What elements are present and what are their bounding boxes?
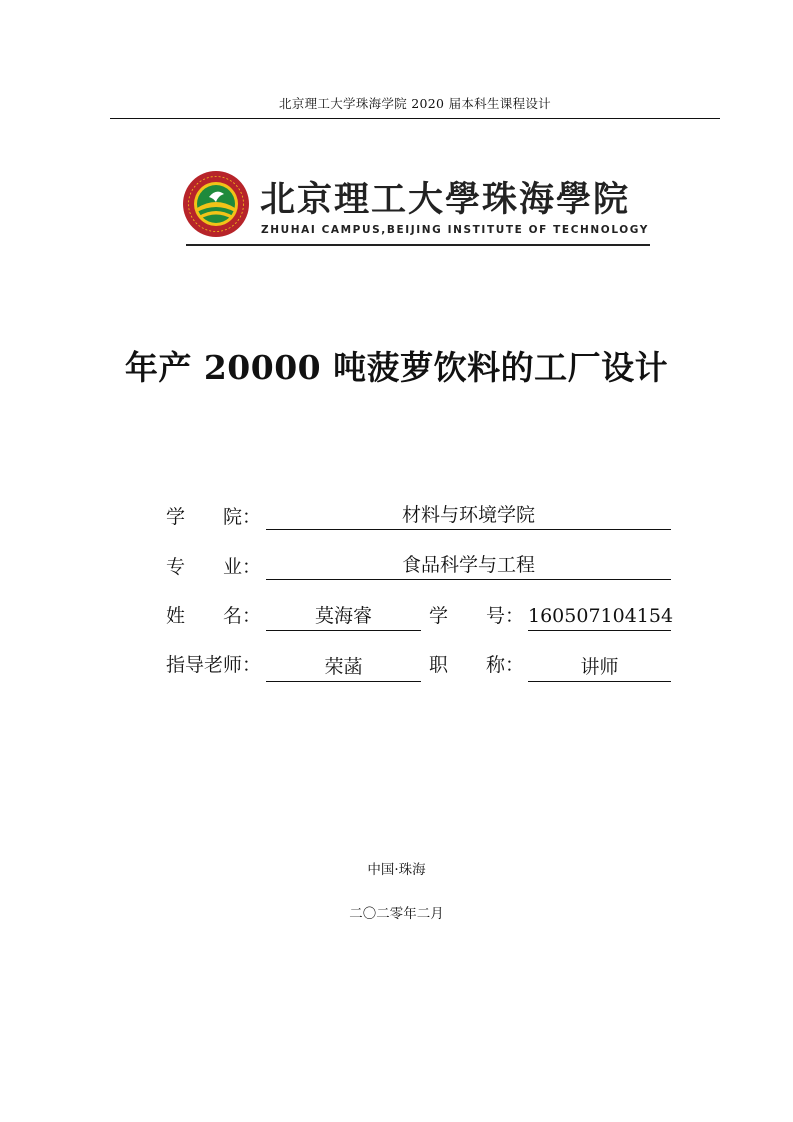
major-field: 食品科学与工程	[266, 553, 671, 580]
university-logo	[182, 170, 652, 250]
thesis-title: 年产 20000 吨菠萝饮料的工厂设计	[124, 348, 669, 387]
header-divider	[110, 118, 720, 119]
student-id-field: 160507104154	[528, 604, 671, 631]
footer-place: 中国·珠海	[367, 862, 426, 878]
name-label: 姓 名：	[166, 605, 262, 627]
major-label: 专 业：	[166, 556, 262, 578]
student-id-label: 学 号：	[429, 605, 525, 627]
advisor-label: 指导老师：	[166, 654, 262, 676]
header-text: 北京理工大学珠海学院 2020 届本科生课程设计	[279, 96, 551, 111]
name-field: 莫海睿	[266, 604, 421, 631]
position-label: 职 称：	[429, 654, 525, 676]
advisor-field: 荣菡	[266, 655, 421, 682]
college-field: 材料与环境学院	[266, 503, 671, 530]
university-name-cn: 北京理工大學珠海學院	[260, 180, 631, 220]
college-label: 学 院：	[166, 506, 262, 528]
university-seal-icon	[182, 170, 250, 238]
footer-date: 二〇二零年二月	[349, 906, 444, 922]
position-field: 讲师	[528, 655, 671, 682]
university-name-en: ZHUHAI CAMPUS,BEIJING INSTITUTE OF TECHNOLOGY	[261, 224, 649, 236]
logo-underline	[186, 244, 650, 246]
